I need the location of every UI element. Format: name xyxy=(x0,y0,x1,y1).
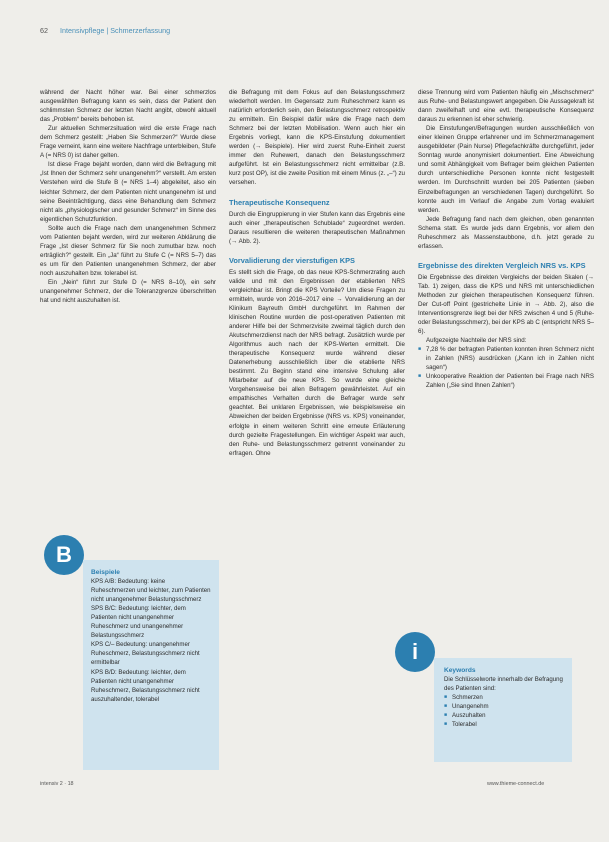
example-item: KPS C/– Bedeutung: unangenehmer Ruheschmerz, Belastungsschmerz nicht ermittelbar xyxy=(91,641,200,667)
list-item: ■ Schmerzen xyxy=(444,693,564,702)
paragraph: Aufgezeigte Nachteile der NRS sind: xyxy=(426,337,527,345)
list-item: ■ Unkooperative Reaktion der Patienten bei Frage nach NRS Zahlen („Sie sind Ihnen Zahlen“) xyxy=(418,372,594,390)
examples-badge-icon: B xyxy=(44,535,84,575)
keywords-box xyxy=(434,658,572,762)
column-2 xyxy=(229,88,405,458)
paragraph: Sollte auch die Frage nach dem unangenehmen Schmerz vom Patienten bejaht werden, wird zur weiteren Abklärung die Frage „Ist dieser Schmerz für Sie noch zumutbar bzw. noch erträglich?“ gestellt. Ein „Ja“ führt zu Stufe C (= NRS 5–7) das es um für den Patienten unangenehmen Schmerz, der aber noch auszuhalten bzw. tolerabel ist. xyxy=(40,224,216,277)
section-heading: Therapeutische Konsequenz xyxy=(229,197,330,207)
paragraph: Die Ergebnisse des direkten Vergleichs der beiden Skalen (→ Tab. 1) zeigen, dass die KPS und NRS mit unterschiedlichen Methoden zur gleichen therapeutischen Konsequenz führen. Der Cut-off Point (gestrichelte Linie in → Abb. 2), also die Interventionsgrenze liegt bei der NRS zwischen 4 und 5 (Ruhe- oder Belastungsschmerz), bei der KPS ab C (entspricht NRS 5–6). xyxy=(418,273,594,336)
info-icon: i xyxy=(395,632,435,672)
paragraph: Durch die Eingruppierung in vier Stufen kann das Ergebnis eine auch einer „therapeutischen Schublade“ zugeordnet werden. Daraus resultieren die weiteren therapeutischen Maßnahmen (→ Abb. 2). xyxy=(229,210,405,245)
section-heading: Ergebnisse des direkten Vergleich NRS vs. KPS xyxy=(418,260,586,270)
paragraph: Zur aktuellen Schmerzsituation wird die erste Frage nach dem Schmerz gestellt: „Haben Sie Schmerzen?“ Wurde diese Frage verneint, kann eine weitere Nachfrage unterbleiben, Stufe A (= NRS 0) ist daher gelten. xyxy=(40,125,216,160)
examples-box xyxy=(83,560,219,770)
list-item: ■ 7,28 % der befragten Patienten konnten ihren Schmerz nicht in Zahlen (NRS) ausdrücken („Kann ich in Zahlen nicht sagen“) xyxy=(418,345,594,372)
paragraph: diese Trennung wird vom Patienten häufig ein „Mischschmerz“ aus Ruhe- und Belastungswert angegeben. Die Aussagekraft ist dann zweifelhaft und eine evtl. therapeutische Konsequenz daraus zu erkennen ist eher schwierig. xyxy=(418,89,594,124)
paragraph: die Befragung mit dem Fokus auf den Belastungsschmerz wiederholt werden. Im Gegensatz zum Ruheschmerz kann es natürlich erforderlich sein, den Belastungsschmerz retrospektiv zu ermitteln. Ein Beispiel dafür wäre die Frage nach dem Schmerz bei der letzten Mobilisation. Wenn auch hier ein Ergebnis vorliegt, kann die KPS-Einstufung dokumentiert werden (→ Beispiele). Hier wird zuerst Ruhe-Einheit zuerst immer den Ruhewert, danach den Belastungsschmerz aufgeführt. Ist ein Belastungsschmerz nicht ermittelbar (z.B. kurz post OP), ist die zweite Position mit einem Minus (z. „–“) zu versehen. xyxy=(229,89,405,187)
section-heading: Vorvalidierung der vierstufigen KPS xyxy=(229,255,355,265)
example-item: KPS B/D: Bedeutung: leichter, dem Patienten nicht unangenehmer Ruheschmerz, Belastungsschmerz nicht auszuhaltender, tolerabel xyxy=(91,668,200,703)
example-item: KPS A/B: Bedeutung: keine Ruheschmerzen und leichter, zum Patienten nicht unangenehmer Belastungsschmerz xyxy=(91,578,211,604)
column-3 xyxy=(418,88,594,390)
keywords-title: Keywords xyxy=(444,667,476,674)
running-header xyxy=(40,26,170,35)
paragraph: während der Nacht höher war. Bei einer schmerzlos ausgewählten Befragung kann es sein, dass der Patient den schlimmsten Schmerz der letzten Nacht angibt, obwohl aktuell das „Problem“ bereits behoben ist. xyxy=(40,89,216,124)
paragraph: Ist diese Frage bejaht worden, dann wird die Befragung mit „Ist Ihnen der Schmerz sehr unangenehm?“ verstellt. Am ersten Verstehen wird die Stufe B (= NRS 1–4) abgeleitet, also ein leichter Schmerz, der dem Patienten nicht unangenehm ist und seine Beeinträchtigung, dass eine Behandlung dem Schmerz nicht als „physiologischer und gesunder Schmerz“ im Sinne des eigentlichen Schutzfunktion. xyxy=(40,161,216,223)
keywords-intro: Die Schlüsselworte innerhalb der Befragung des Patienten sind: xyxy=(444,676,563,693)
footer-right: www.thieme-connect.de xyxy=(487,781,545,787)
drawbacks-list xyxy=(418,345,594,390)
keywords-list xyxy=(444,693,564,729)
running-title: Intensivpflege | Schmerzerfassung xyxy=(60,26,171,35)
footer-left: intensiv 2 · 18 xyxy=(40,781,74,787)
examples-title: Beispiele xyxy=(91,569,120,576)
example-item: SPS B/C: Bedeutung: leichter, dem Patienten nicht unangenehmer Ruheschmerz und unangenehmer Belastungsschmerz xyxy=(91,605,186,640)
paragraph: Ein „Nein“ führt zur Stufe D (= NRS 8–10), ein sehr unangenehmer Schmerz, der die Toleranzgrenze überschritten hat und nicht auszuhalten ist. xyxy=(40,278,216,305)
paragraph: Es stellt sich die Frage, ob das neue KPS-Schmerzrating auch valide und mit den Ergebnissen der etablierten NRS vergleichbar ist. Bringt die KPS Vorteile? Um diese Fragen zu ermitteln, wurde von 2016–2017 eine → Vorvalidierung an der Klinikum Bayreuth GmbH durchgeführt. Im Rahmen der klinischen Routine wurden die post-operativen Patienten mit anderer Hilfe bei der Schmerzvisite zweimal täglich durch den Akutschmerzdienst nach der NRS befragt. Zusätzlich wurde per Algorithmus auch nach der KPS-Werten ermittelt. Die therapeutische Konsequenz wurde während dieser Datenerhebung ausschließlich über die etablierte NRS bestimmt. Zu Beginn stand eine intensive Schulung aller Mitarbeiter auf die neue KPS. So wurde eine gleiche Vorgehensweise bei allen Befragern gewährleistet. Auf ein empathisches Verhalten durch die Befrager wurde sehr geachtet. Bei unklaren Ergebnissen, wie beispielsweise ein Abweichen der beiden Ergebnisse (NRS vs. KPS) voneinander, erfolgte in einem weiteren Schritt eine erneute Erläuterung durch gezielte Fragestellungen. Ein wichtiger Aspekt war auch, den Ruhe- und Belastungsschmerz getrennt voneinander zu erfragen. Ohne xyxy=(229,268,405,457)
paragraph: Jede Befragung fand nach dem gleichen, oben genannten Schema statt. Es wurde jeds dann Ergebnis, vor allem den Ruheschmerz als Massenstaubbone, d.h. jetzt gerade zu erfassen. xyxy=(418,215,594,250)
list-item: ■ Auszuhalten xyxy=(444,711,564,720)
list-item: ■ Unangenehm xyxy=(444,702,564,711)
column-1 xyxy=(40,88,216,305)
paragraph: Die Einstufungen/Befragungen wurden ausschließlich von einer kleinen Gruppe erfahrener und im Schmerzmanagement ausgebildeter (Pain Nurse) Pflegefachkräfte durchgeführt, jeder Sonntag wurde anonymisiert dokumentiert. Eine Abweichung und somit Abhängigkeit vom Befrager beim gleichen Patienten durch unterschiedliche Personen konnte nicht festgestellt werden. Im Durchschnitt wurden bei 205 Patienten (sieben Einzelbefragungen an verschiedenen Tagen) durchgeführt. So konnte auch im Verlauf die Angabe zum Vortag evaluiert werden. xyxy=(418,125,594,214)
list-item: ■ Tolerabel xyxy=(444,720,564,729)
page-number: 62 xyxy=(40,26,48,35)
